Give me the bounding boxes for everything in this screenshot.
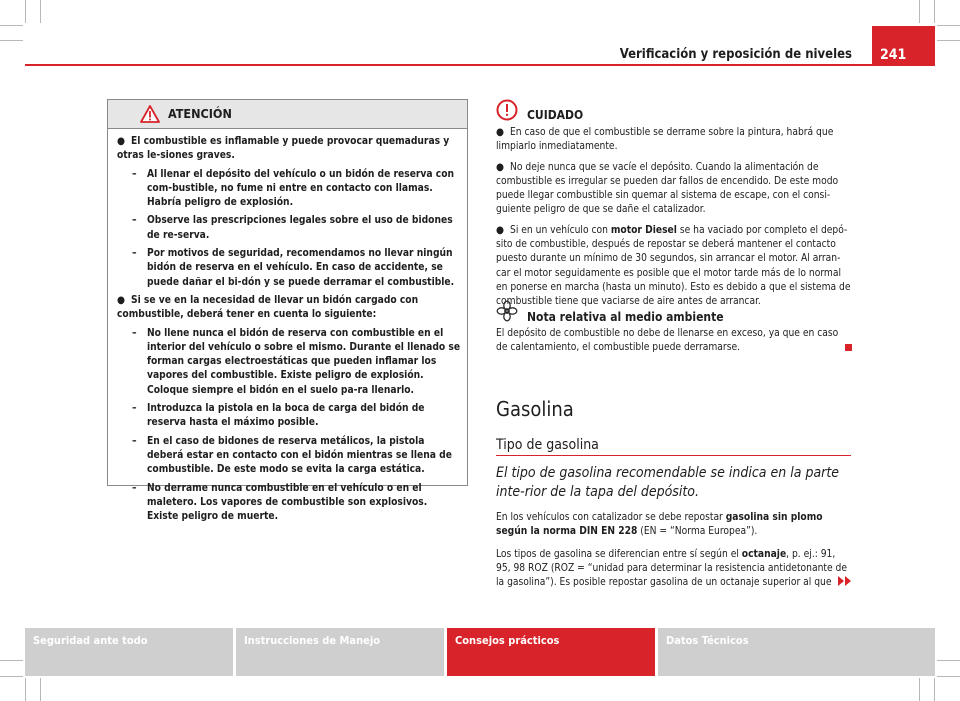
page-number-tab — [872, 26, 935, 66]
warning-text: En el caso de bidones de reserva metálicos, la pistola deberá estar en contacto con el bidón mientras se llena de combustible. De este modo se evita la carga estática. — [147, 435, 452, 476]
caution-body — [496, 126, 851, 316]
warning-subitem — [117, 168, 461, 211]
footer-tab-label: Datos Técnicos — [666, 634, 749, 647]
warning-subitem — [117, 435, 461, 478]
running-header-title: Verificación y reposición de niveles — [619, 47, 852, 62]
caution-bullet — [496, 126, 851, 155]
bullet-dot: ● — [496, 161, 504, 173]
footer-tab-seguridad[interactable] — [25, 628, 233, 676]
subsection-rule — [496, 455, 851, 456]
dash-marker: – — [132, 248, 137, 260]
warning-text: No llene nunca el bidón de reserva con combustible en el interior del vehículo o sobre el mismo. Durante el llenado se forman cargas electroestáticas que pueden inflamar los vapores del combustible. Existe peligro de explosión. Coloque siempre el bidón en el suelo pa-ra llenarlo. — [147, 327, 461, 396]
warning-text: Al llenar el depósito del vehículo o un bidón de reserva con com-bustible, no fume ni entre en contacto con llamas. Habría peligro de explosión. — [147, 168, 455, 209]
footer-tab-label: Instrucciones de Manejo — [244, 634, 381, 647]
section-heading: Gasolina — [496, 397, 574, 421]
continue-arrow-icon — [838, 576, 844, 586]
dash-marker: – — [132, 215, 137, 227]
footer-tab-label: Seguridad ante todo — [33, 634, 148, 647]
dash-marker: – — [132, 327, 137, 339]
subsection-heading: Tipo de gasolina — [496, 437, 599, 453]
caution-circle-icon — [496, 99, 518, 121]
dash-marker: – — [132, 403, 137, 415]
crop-mark — [937, 676, 960, 677]
bullet-dot: ● — [496, 127, 504, 138]
header-rule — [25, 64, 935, 66]
env-note-header — [496, 300, 851, 322]
warning-body — [108, 129, 467, 524]
footer-tab-datos[interactable] — [658, 628, 935, 676]
crop-mark — [937, 25, 960, 26]
body-text — [496, 511, 851, 596]
caution-title: CUIDADO — [527, 108, 584, 122]
warning-triangle-icon — [140, 105, 160, 123]
lead-paragraph: El tipo de gasolina recomendable se indica en la parte inte-rior de la tapa del depósito. — [496, 465, 840, 500]
warning-text: El combustible es inflamable y puede provocar quemaduras y otras le-siones graves. — [117, 136, 450, 162]
footer-tab-label: Consejos prácticos — [455, 634, 560, 647]
paragraph-text: , p. ej.: 91, 95, 98 ROZ (ROZ = “unidad para determinar la resistencia antidetonante de la gasolina”). Es posible repostar gasolina de un octanaje superior al que — [496, 548, 847, 589]
warning-text: Observe las prescripciones legales sobre el uso de bidones de re-serva. — [147, 215, 453, 241]
crop-mark — [0, 660, 23, 661]
paragraph-text: En los vehículos con catalizador se debe repostar — [496, 512, 726, 523]
warning-subitem — [117, 247, 461, 290]
crop-mark — [25, 678, 26, 701]
dash-marker: – — [132, 168, 137, 180]
caution-bullet — [496, 161, 851, 218]
warning-header — [108, 100, 467, 129]
warning-text: No derrame nunca combustible en el vehículo o en el maletero. Los vapores de combustible son explosivos. Existe peligro de muerte. — [147, 482, 428, 523]
crop-mark — [919, 678, 920, 701]
crop-mark — [919, 0, 920, 23]
paragraph-emphasis: octanaje — [741, 548, 787, 560]
caution-bullet — [496, 224, 851, 310]
warning-bullet — [117, 135, 461, 164]
warning-text: Por motivos de seguridad, recomendamos no llevar ningún bidón de reserva en el vehículo. En caso de accidente, se puede dañar el bi-dón y se puede derramar el combustible. — [147, 248, 455, 288]
env-note-title: Nota relativa al medio ambiente — [527, 310, 724, 324]
dash-marker: – — [132, 435, 137, 447]
bullet-dot: ● — [496, 224, 504, 236]
section-end-marker — [845, 344, 852, 351]
bullet-dot: ● — [117, 294, 125, 306]
warning-subitem — [117, 482, 461, 525]
paragraph — [496, 511, 851, 540]
crop-mark — [0, 25, 23, 26]
warning-box — [107, 99, 468, 523]
crop-mark — [40, 678, 41, 701]
paragraph-text: Los tipos de gasolina se diferencian entre sí según el — [496, 548, 742, 560]
env-note-text: El depósito de combustible no debe de llenarse en exceso, ya que en caso de calentamiento, el combustible puede derramarse. — [496, 328, 839, 354]
continue-arrow-icon — [845, 576, 851, 586]
warning-text: Si se ve en la necesidad de llevar un bidón cargado con combustible, deberá tener en cuenta lo siguiente: — [117, 294, 419, 321]
warning-subitem — [117, 214, 461, 243]
crop-mark — [25, 0, 26, 23]
warning-subitem — [117, 327, 461, 398]
crop-mark — [0, 676, 23, 677]
crop-mark — [934, 0, 935, 23]
caution-header — [496, 99, 851, 123]
warning-title: ATENCIÓN — [168, 106, 232, 121]
caution-text: se ha vaciado por completo el depó-sito de combustible, después de repostar se deberá mantener el contacto puesto durante un mínimo de 30 segundos, sin arrancar el motor. Al arran-car el motor seguidamente es posible que el motor tarde más de lo normal en ponerse en marcha (hasta un minuto). Esto es debido a que el sistema de combustible tiene que vaciarse de aire antes de arrancar. — [496, 224, 851, 308]
caution-text: En caso de que el combustible se derrame sobre la pintura, habrá que limpiarlo inmediatamente. — [496, 127, 834, 153]
page-number: 241 — [880, 47, 907, 63]
crop-mark — [934, 678, 935, 701]
warning-bullet — [117, 294, 461, 323]
crop-mark — [0, 40, 23, 41]
bullet-dot: ● — [117, 136, 125, 147]
warning-text: Introduzca la pistola en la boca de carga del bidón de reserva hasta el máximo posible. — [147, 403, 425, 429]
flower-icon — [496, 300, 518, 322]
crop-mark — [40, 0, 41, 23]
caution-text: No deje nunca que se vacíe el depósito. Cuando la alimentación de combustible es irregular se pueden dar fallos de encendido. De este modo puede llegar combustible sin quemar al sistema de escape, con el consi-guiente peligro de que se dañe el catalizador. — [496, 161, 839, 216]
paragraph-emphasis: gasolina sin plomo según la norma DIN EN 228 — [496, 512, 823, 538]
crop-mark — [937, 660, 960, 661]
paragraph-text: (EN = “Norma Europea”). — [637, 526, 758, 538]
paragraph — [496, 548, 851, 591]
footer-tab-instrucciones[interactable] — [236, 628, 444, 676]
caution-text: Si en un vehículo con — [510, 224, 611, 236]
crop-mark — [937, 40, 960, 41]
dash-marker: – — [132, 482, 137, 494]
caution-emphasis: motor Diesel — [610, 224, 677, 236]
warning-subitem — [117, 402, 461, 431]
footer-tab-consejos[interactable] — [447, 628, 655, 676]
